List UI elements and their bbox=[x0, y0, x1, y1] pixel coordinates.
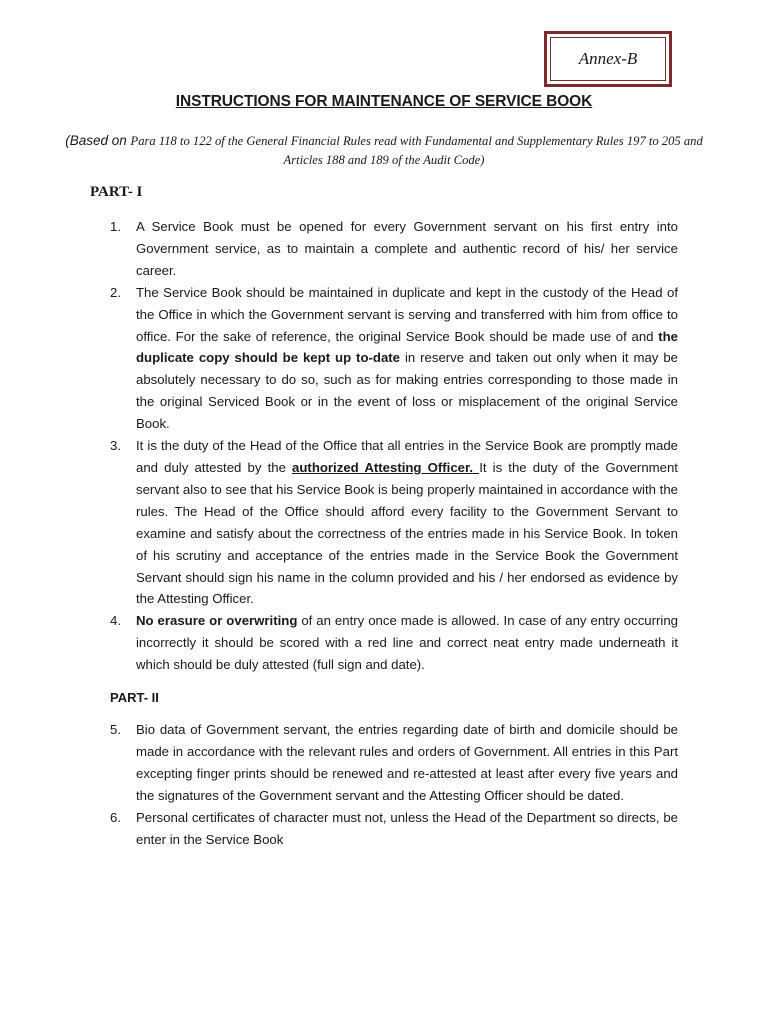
list-item-number: 6. bbox=[110, 809, 121, 825]
list-item-number: 4. bbox=[110, 613, 121, 629]
list-item-number: 1. bbox=[110, 219, 121, 234]
annex-label: Annex-B bbox=[550, 37, 666, 81]
list-item bbox=[110, 719, 678, 807]
list-item bbox=[110, 216, 678, 282]
list-item-number: 3. bbox=[110, 438, 121, 454]
list-item-text: Personal certificates of character must not, unless the Head of the Department so directs, be enter in the Service Book bbox=[136, 809, 678, 847]
part-1-heading: PART- I bbox=[90, 184, 143, 200]
list-item-text: The Service Book should be maintained in duplicate and kept in the custody of the Head of the Office in which the Government servant is serving and transferred with him from office to office. For the sake of reference, the original Service Book should be made use of and bbox=[136, 284, 678, 344]
list-item-text: A Service Book must be opened for every Government servant on his first entry into Government service, as to maintain a complete and authentic record of his/ her service career. bbox=[136, 219, 678, 278]
list-item-text: Bio data of Government servant, the entries regarding date of birth and domicile should be made in accordance with the relevant rules and orders of Government. All entries in this Part excepting finger prints should be renewed and re-attested at least after every five years and the signatures of the Government servant and the Attesting Officer should be dated. bbox=[136, 722, 678, 803]
part-2-list bbox=[110, 719, 678, 850]
list-item-text: It is the duty of the Head of the Office that all entries in the Service Book are promptly made and duly attested by the bbox=[136, 438, 678, 475]
list-item-text: of an entry once made is allowed. In case of any entry occurring incorrectly it should be scored with a red line and correct neat entry made underneath it which should be duly attested (full sign and date). bbox=[136, 613, 679, 673]
list-item bbox=[110, 610, 678, 676]
document-subtitle bbox=[60, 131, 708, 170]
document-title: INSTRUCTIONS FOR MAINTENANCE OF SERVICE BOOK bbox=[175, 93, 593, 110]
subtitle-lead: Based on bbox=[69, 133, 131, 148]
part-2-heading: PART- II bbox=[110, 690, 159, 705]
list-item-emphasis: No erasure or overwriting bbox=[136, 613, 298, 629]
subtitle-text: Para 118 to 122 of the General Financial Rules read with Fundamental and Supplementary Rules 197 to 205 and Articles 188 and 189 of the Audit Code) bbox=[130, 134, 703, 167]
list-item-emphasis: the duplicate copy should be kept up to-date bbox=[136, 328, 678, 366]
list-item-text: in reserve and taken out only when it may be absolutely necessary to do so, such as for making entries corresponding to those made in the original Serviced Book or in the event of loss or misplacement of the original Service Book. bbox=[136, 350, 678, 432]
list-item-text: It is the duty of the Government servant also to see that his Service Book is being properly maintained in accordance with the rules. The Head of the Office should afford every facility to the Government Servant to examine and satisfy about the correctness of the entries made in his Service Book. In token of his scrutiny and acceptance of the entries made in the Service Book the Government Servant should sign his name in the column provided and his / her endorsed as evidence by the Attesting Officer. bbox=[136, 459, 678, 607]
list-item bbox=[110, 807, 678, 851]
part-1-list bbox=[110, 216, 678, 676]
annex-label-box bbox=[544, 31, 672, 87]
list-item-number: 2. bbox=[110, 284, 121, 300]
list-item-number: 5. bbox=[110, 722, 121, 737]
subtitle-open-paren: ( bbox=[65, 133, 70, 148]
list-item bbox=[110, 282, 678, 435]
list-item-emphasis-underlined: authorized Attesting Officer. bbox=[292, 459, 480, 475]
list-item bbox=[110, 435, 678, 610]
